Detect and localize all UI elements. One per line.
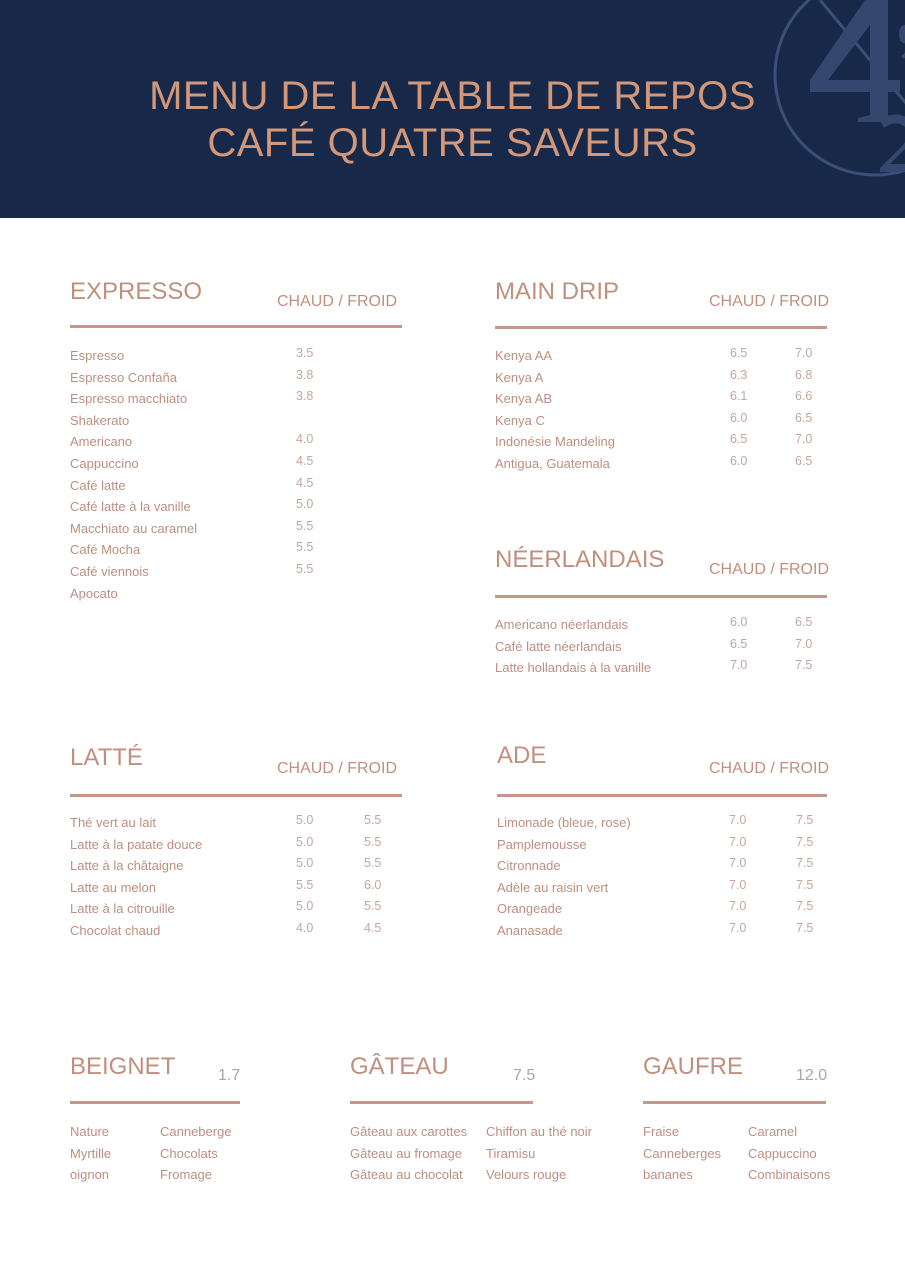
price-hot: 6.5 (730, 432, 748, 447)
menu-item-name: Myrtille (70, 1145, 112, 1161)
menu-item-name: Espresso macchiato (70, 391, 188, 407)
price-hot: 7.0 (729, 921, 747, 935)
price-hot: 5.0 (296, 813, 314, 827)
price-hot: 7.0 (729, 813, 747, 827)
section-divider (497, 794, 827, 797)
section-title-neerlandais: NÉERLANDAIS (495, 546, 665, 573)
price-hot: 3.8 (296, 389, 314, 404)
menu-item-name: Antigua, Guatemala (495, 456, 610, 471)
menu-item-name: Latte à la citrouille (70, 901, 175, 917)
menu-item-name: Americano (70, 434, 133, 450)
price-cold: 5.5 (364, 813, 382, 827)
menu-item-name: Chocolats (160, 1145, 218, 1161)
price-hot: 5.5 (296, 562, 314, 576)
section-title-main-drip: MAIN DRIP (495, 278, 620, 305)
price-hot: 4.5 (296, 454, 314, 468)
menu-item-name: Gâteau au fromage (350, 1145, 463, 1161)
section-divider (350, 1101, 533, 1104)
price-cold: 7.5 (796, 921, 814, 935)
menu-item-name: Ananasade (497, 923, 563, 938)
menu-item-name: Combinaisons (748, 1167, 831, 1183)
menu-item-name: Kenya A (495, 369, 544, 385)
section-title-gaufre: GAUFRE (643, 1053, 744, 1080)
section-title-expresso: EXPRESSO (70, 278, 203, 305)
hot-cold-header: CHAUD / FROID (277, 760, 397, 777)
menu-item-name: Chiffon au thé noir (486, 1124, 592, 1139)
price-hot: 5.5 (296, 877, 314, 892)
menu-item-name: Tiramisu (486, 1145, 536, 1161)
price-hot: 6.5 (730, 636, 748, 651)
menu-item-name: Velours rouge (486, 1167, 567, 1183)
section-divider (70, 794, 402, 797)
price-cold: 7.0 (795, 432, 813, 447)
price-hot: 5.0 (296, 899, 314, 914)
price-hot: 6.1 (730, 389, 748, 404)
menu-item-name: Canneberge (160, 1124, 232, 1139)
hot-cold-header: CHAUD / FROID (709, 760, 829, 777)
price-cold: 7.5 (796, 877, 814, 892)
price-hot: 5.5 (296, 518, 314, 533)
menu-item-name: Espresso Confaña (70, 369, 177, 385)
price-hot: 6.5 (730, 346, 748, 360)
price-cold: 7.5 (795, 658, 813, 673)
price-hot: 6.0 (730, 454, 748, 468)
price-cold: 5.5 (364, 834, 382, 849)
price-cold: 6.8 (795, 367, 813, 382)
menu-item-name: Pamplemousse (497, 836, 587, 852)
cafe-name: CAFÉ QUATRE SAVEURS (207, 121, 698, 165)
menu-item-name: Cappuccino (748, 1145, 817, 1161)
price-hot: 5.5 (296, 540, 314, 555)
menu-item-name: Kenya C (495, 412, 545, 428)
price-hot: 5.0 (296, 856, 314, 871)
price-hot: 5.0 (296, 834, 314, 849)
price-cold: 6.5 (795, 410, 813, 425)
price-hot: 4.0 (296, 432, 314, 447)
menu-item-name: Citronnade (497, 858, 561, 874)
price-hot: 7.0 (730, 658, 748, 673)
menu-item-name: bananes (643, 1167, 693, 1183)
price-hot: 6.0 (730, 410, 748, 425)
price-hot: 6.0 (730, 615, 748, 629)
menu-item-name: Latte à la châtaigne (70, 858, 184, 874)
section-divider (495, 326, 827, 329)
hot-cold-header: CHAUD / FROID (709, 293, 829, 310)
section-title-beignet: BEIGNET (70, 1053, 176, 1080)
price-cold: 7.5 (796, 856, 814, 871)
section-divider (643, 1101, 826, 1104)
menu-item-name: oignon (70, 1167, 110, 1183)
price-cold: 7.0 (795, 636, 813, 651)
menu-item-name: Nature (70, 1124, 110, 1139)
price-hot: 3.5 (296, 346, 314, 360)
menu-item-name: Gâteau au chocolat (350, 1167, 463, 1183)
section-divider (70, 325, 402, 328)
price-hot: 7.0 (729, 856, 747, 871)
menu-item-name: Chocolat chaud (70, 923, 161, 938)
menu-item-name: Orangeade (497, 901, 563, 917)
price-cold: 7.5 (796, 899, 814, 914)
section-divider (495, 595, 827, 598)
menu-item-name: Latte au melon (70, 879, 157, 895)
menu-item-name: Indonésie Mandeling (495, 434, 615, 450)
menu-item-name: Café latte à la vanille (70, 499, 191, 515)
menu-item-name: Kenya AA (495, 348, 553, 363)
menu-item-name: Shakerato (70, 412, 130, 428)
price-cold: 5.5 (364, 856, 382, 871)
menu-title: MENU DE LA TABLE DE REPOS (149, 74, 756, 118)
menu-item-name: Café latte néerlandais (495, 638, 622, 654)
price-hot: 4.5 (296, 475, 314, 490)
price-cold: 6.0 (364, 877, 382, 892)
menu-item-name: Kenya AB (495, 391, 553, 407)
menu-item-name: Americano néerlandais (495, 617, 628, 632)
menu-item-name: Latte à la patate douce (70, 836, 203, 852)
price-hot: 3.8 (296, 367, 314, 382)
menu-item-name: Gâteau aux carottes (350, 1124, 468, 1139)
hot-cold-header: CHAUD / FROID (277, 293, 397, 310)
section-title-ade: ADE (497, 742, 547, 769)
price-hot: 7.0 (729, 834, 747, 849)
price-hot: 7.0 (729, 877, 747, 892)
header-banner (0, 0, 905, 218)
menu-item-name: Fromage (160, 1167, 213, 1183)
menu-item-name: Café viennois (70, 564, 149, 579)
price-cold: 4.5 (364, 921, 382, 935)
menu-item-name: Latte hollandais à la vanille (495, 660, 652, 676)
price-cold: 6.6 (795, 389, 813, 404)
section-price: 12.0 (796, 1067, 828, 1084)
price-cold: 5.5 (364, 899, 382, 914)
price-cold: 6.5 (795, 615, 813, 629)
price-hot: 6.3 (730, 367, 748, 382)
price-cold: 7.5 (796, 813, 814, 827)
price-hot: 4.0 (296, 921, 314, 935)
section-divider (70, 1101, 240, 1104)
menu-item-name: Cappuccino (70, 456, 139, 471)
menu-item-name: Café Mocha (70, 542, 141, 558)
price-cold: 7.0 (795, 346, 813, 360)
menu-item-name: Caramel (748, 1124, 798, 1139)
section-price: 1.7 (218, 1067, 241, 1084)
menu-item-name: Café latte (70, 477, 126, 493)
section-title-gateau: GÂTEAU (350, 1053, 449, 1080)
menu-item-name: Thé vert au lait (70, 815, 156, 830)
section-title-latte: LATTÉ (70, 744, 143, 771)
menu-item-name: Limonade (bleue, rose) (497, 815, 631, 830)
price-hot: 5.0 (296, 497, 314, 512)
menu-item-name: Apocato (70, 585, 118, 601)
price-cold: 7.5 (796, 834, 814, 849)
menu-item-name: Canneberges (643, 1145, 722, 1161)
menu-item-name: Adèle au raisin vert (497, 879, 609, 895)
menu-item-name: Fraise (643, 1124, 680, 1139)
hot-cold-header: CHAUD / FROID (709, 561, 829, 578)
menu-item-name: Espresso (70, 348, 125, 363)
section-price: 7.5 (513, 1067, 536, 1084)
price-cold: 6.5 (795, 454, 813, 468)
menu-item-name: Macchiato au caramel (70, 520, 198, 536)
price-hot: 7.0 (729, 899, 747, 914)
